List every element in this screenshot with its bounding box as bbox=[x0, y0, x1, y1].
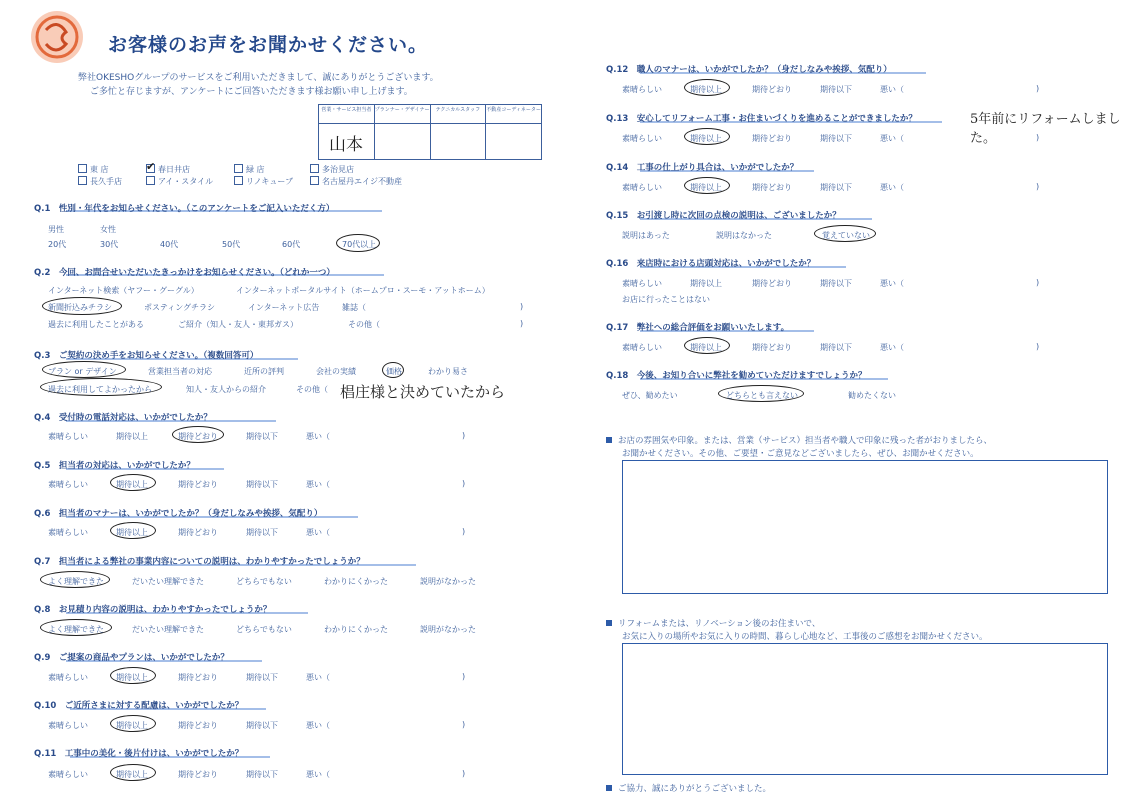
q6-title: Q.6 担当者のマナーは、いかがでしたか？（身だしなみや挨拶、気配り） bbox=[34, 509, 323, 519]
q3-title: Q.3 ご契約の決め手をお知らせください。（複数回答可） bbox=[34, 351, 259, 361]
store-nagakute[interactable]: 長久手店 bbox=[78, 176, 122, 187]
q3-opt-reputation[interactable]: 近所の評判 bbox=[244, 367, 284, 376]
q1-male[interactable]: 男性 bbox=[48, 225, 64, 234]
q6-opt-excellent[interactable]: 素晴らしい bbox=[48, 528, 88, 537]
q14-opt-above[interactable]: 期待以上 bbox=[690, 183, 722, 192]
free1-label-line-1: お店の雰囲気や印象。または、営業（サービス）担当者や職人で印象に残った者がおりましたら、 bbox=[606, 434, 992, 446]
q1-age-30[interactable]: 30代 bbox=[100, 240, 119, 249]
q10-title: Q.10 ご近所さまに対する配慮は、いかがでしたか？ bbox=[34, 701, 244, 711]
q8-opt-unclear[interactable]: わかりにくかった bbox=[324, 625, 388, 634]
q15-opt-not-explained[interactable]: 説明はなかった bbox=[716, 231, 772, 240]
q3-opt-plan[interactable]: プラン or デザイン bbox=[48, 367, 117, 376]
q16-opt-expected[interactable]: 期待どおり bbox=[752, 279, 792, 288]
q16-opt-below[interactable]: 期待以下 bbox=[820, 279, 852, 288]
q18-title: Q.18 今後、お知り合いに弊社を勧めていただけますでしょうか？ bbox=[606, 371, 867, 381]
staff-col-technical: テクニカルスタッフ bbox=[431, 105, 487, 123]
q2-opt-referral[interactable]: ご紹介（知人・友人・東邦ガス） bbox=[178, 320, 298, 329]
logo bbox=[28, 8, 86, 66]
square-bullet-icon bbox=[606, 785, 612, 791]
staff-name-handwritten: 山本 bbox=[329, 135, 363, 155]
q1-age-20[interactable]: 20代 bbox=[48, 240, 67, 249]
q9-opt-bad[interactable]: 悪い（ bbox=[306, 673, 330, 682]
q8-opt-none[interactable]: 説明がなかった bbox=[420, 625, 476, 634]
q4-title: Q.4 受付時の電話対応は、いかがでしたか？ bbox=[34, 413, 212, 423]
square-bullet-icon bbox=[606, 620, 612, 626]
q15-title: Q.15 お引渡し時に次回の点検の説明は、ございましたか？ bbox=[606, 211, 841, 221]
q16-opt-above[interactable]: 期待以上 bbox=[690, 279, 722, 288]
q1-title: Q.1 性別・年代をお知らせください。（このアンケートをご記入いただく方） bbox=[34, 204, 335, 214]
q17-opt-below[interactable]: 期待以下 bbox=[820, 343, 852, 352]
q4-opt-below[interactable]: 期待以下 bbox=[246, 432, 278, 441]
store-istyle[interactable]: アイ・スタイル bbox=[146, 176, 213, 187]
q15-opt-explained[interactable]: 説明はあった bbox=[622, 231, 670, 240]
q1-age-40[interactable]: 40代 bbox=[160, 240, 179, 249]
q16-opt-bad[interactable]: 悪い（ bbox=[880, 279, 904, 288]
check-icon: ✔ bbox=[146, 160, 156, 173]
q12-title: Q.12 職人のマナーは、いかがでしたか？（身だしなみや挨拶、気配り） bbox=[606, 65, 892, 75]
store-east[interactable]: 東 店 bbox=[78, 164, 109, 175]
q5-opt-excellent[interactable]: 素晴らしい bbox=[48, 480, 88, 489]
q12-opt-above[interactable]: 期待以上 bbox=[690, 85, 722, 94]
free2-label-line-1: リフォームまたは、リノベーション後のお住まいで、 bbox=[606, 617, 820, 629]
q7-title: Q.7 担当者による弊社の事業内容についての説明は、わかりやすかったでしょうか？ bbox=[34, 557, 365, 567]
q18-opt-neutral[interactable]: どちらとも言えない bbox=[726, 391, 798, 400]
q2-title: Q.2 今回、お問合せいただいたきっかけをお知らせください。（どれか一つ） bbox=[34, 268, 335, 278]
q13-title: Q.13 安心してリフォーム工事・お住まいづくりを進めることができましたか？ bbox=[606, 114, 917, 124]
q4-opt-expected[interactable]: 期待どおり bbox=[178, 432, 218, 441]
q5-opt-bad[interactable]: 悪い（ bbox=[306, 480, 330, 489]
store-midori[interactable]: 緑 店 bbox=[234, 164, 265, 175]
q3-opt-past-good[interactable]: 過去に利用してよかったから bbox=[48, 385, 152, 394]
store-tajimi[interactable]: 多治見店 bbox=[310, 164, 354, 175]
q4-opt-excellent[interactable]: 素晴らしい bbox=[48, 432, 88, 441]
q17-title: Q.17 弊社への総合評価をお願いいたします。 bbox=[606, 323, 790, 333]
q16-title: Q.16 来店時における店頭対応は、いかがでしたか？ bbox=[606, 259, 816, 269]
q10-opt-excellent[interactable]: 素晴らしい bbox=[48, 721, 88, 730]
q3-opt-sales[interactable]: 営業担当者の対応 bbox=[148, 367, 212, 376]
q10-opt-expected[interactable]: 期待どおり bbox=[178, 721, 218, 730]
q6-opt-bad[interactable]: 悪い（ bbox=[306, 528, 330, 537]
q3-handwritten-answer: 椙庄様と決めていたから bbox=[340, 383, 506, 401]
q14-opt-below[interactable]: 期待以下 bbox=[820, 183, 852, 192]
q16-opt-excellent[interactable]: 素晴らしい bbox=[622, 279, 662, 288]
q8-title: Q.8 お見積り内容の説明は、わかりやすかったでしょうか？ bbox=[34, 605, 272, 615]
free2-label-line-2: お気に入りの場所やお気に入りの時間、暮らし心地など、工事後のご感想をお聞かせください。 bbox=[622, 632, 988, 642]
q7-opt-neither[interactable]: どちらでもない bbox=[236, 577, 292, 586]
q16-opt-never-visited[interactable]: お店に行ったことはない bbox=[622, 295, 710, 304]
q7-opt-none[interactable]: 説明がなかった bbox=[420, 577, 476, 586]
q6-opt-expected[interactable]: 期待どおり bbox=[178, 528, 218, 537]
q11-title: Q.11 工事中の美化・後片付けは、いかがでしたか？ bbox=[34, 749, 244, 759]
q12-opt-expected[interactable]: 期待どおり bbox=[752, 85, 792, 94]
q3-opt-clarity[interactable]: わかり易さ bbox=[428, 367, 468, 376]
q10-opt-bad[interactable]: 悪い（ bbox=[306, 721, 330, 730]
intro-line-1: 弊社OKESHOグループのサービスをご利用いただきまして、誠にありがとうございます。 bbox=[78, 73, 439, 83]
q17-opt-above[interactable]: 期待以上 bbox=[690, 343, 722, 352]
q9-opt-below[interactable]: 期待以下 bbox=[246, 673, 278, 682]
q7-opt-understood[interactable]: よく理解できた bbox=[48, 577, 104, 586]
q13-opt-expected[interactable]: 期待どおり bbox=[752, 134, 792, 143]
q2-opt-past[interactable]: 過去に利用したことがある bbox=[48, 320, 144, 329]
q2-opt-other[interactable]: その他（ bbox=[348, 320, 380, 329]
q13-opt-below[interactable]: 期待以下 bbox=[820, 134, 852, 143]
q11-opt-above[interactable]: 期待以上 bbox=[116, 770, 148, 779]
q6-opt-above[interactable]: 期待以上 bbox=[116, 528, 148, 537]
q9-opt-expected[interactable]: 期待どおり bbox=[178, 673, 218, 682]
q1-age-60[interactable]: 60代 bbox=[282, 240, 301, 249]
q2-opt-magazine[interactable]: 雑誌（ bbox=[342, 303, 366, 312]
q2-opt-posting[interactable]: ポスティングチラシ bbox=[144, 303, 216, 312]
footer-thanks: ご協力、誠にありがとうございました。 bbox=[606, 782, 771, 794]
q1-female[interactable]: 女性 bbox=[100, 225, 116, 234]
q18-opt-recommend[interactable]: ぜひ、勧めたい bbox=[622, 391, 678, 400]
staff-col-sales: 営業・サービス担当者 bbox=[319, 105, 375, 123]
page-title: お客様のお声をお聞かせください。 bbox=[108, 34, 429, 56]
q2-opt-search[interactable]: インターネット検索（ヤフー・グーグル） bbox=[48, 286, 199, 295]
q7-opt-mostly[interactable]: だいたい理解できた bbox=[132, 577, 204, 586]
q13-handwritten-note: 5年前にリフォームしました。 bbox=[970, 112, 1121, 146]
q1-age-50[interactable]: 50代 bbox=[222, 240, 241, 249]
q3-opt-price[interactable]: 価格 bbox=[386, 367, 402, 376]
q11-opt-expected[interactable]: 期待どおり bbox=[178, 770, 218, 779]
store-renocube[interactable]: リノキューブ bbox=[234, 176, 293, 187]
q13-opt-above[interactable]: 期待以上 bbox=[690, 134, 722, 143]
q10-opt-below[interactable]: 期待以下 bbox=[246, 721, 278, 730]
q9-opt-excellent[interactable]: 素晴らしい bbox=[48, 673, 88, 682]
q3-opt-record[interactable]: 会社の実績 bbox=[316, 367, 356, 376]
free1-label-line-2: お聞かせください。その他、ご要望・ご意見などございましたら、ぜひ、お聞かせください。 bbox=[622, 449, 979, 459]
q13-opt-excellent[interactable]: 素晴らしい bbox=[622, 134, 662, 143]
q11-opt-bad[interactable]: 悪い（ bbox=[306, 770, 330, 779]
q11-opt-below[interactable]: 期待以下 bbox=[246, 770, 278, 779]
q5-opt-below[interactable]: 期待以下 bbox=[246, 480, 278, 489]
q8-opt-mostly[interactable]: だいたい理解できた bbox=[132, 625, 204, 634]
free2-textarea[interactable] bbox=[622, 643, 1108, 775]
q12-opt-below[interactable]: 期待以下 bbox=[820, 85, 852, 94]
q1-age-70[interactable]: 70代以上 bbox=[342, 240, 377, 249]
q17-opt-expected[interactable]: 期待どおり bbox=[752, 343, 792, 352]
q3-opt-referral[interactable]: 知人・友人からの紹介 bbox=[186, 385, 266, 394]
staff-col-realestate: 不動産コーディネーター bbox=[486, 107, 541, 113]
q9-opt-above[interactable]: 期待以上 bbox=[116, 673, 148, 682]
q14-opt-bad[interactable]: 悪い（ bbox=[880, 183, 904, 192]
staff-table bbox=[318, 104, 542, 160]
staff-col-planner: プランナー・デザイナー bbox=[375, 105, 431, 123]
q6-opt-below[interactable]: 期待以下 bbox=[246, 528, 278, 537]
q12-opt-excellent[interactable]: 素晴らしい bbox=[622, 85, 662, 94]
q5-opt-above[interactable]: 期待以上 bbox=[116, 480, 148, 489]
q14-title: Q.14 工事の仕上がり具合は、いかがでしたか？ bbox=[606, 163, 799, 173]
q2-opt-newspaper[interactable]: 新聞折込みチラシ bbox=[48, 303, 112, 312]
q8-opt-neither[interactable]: どちらでもない bbox=[236, 625, 292, 634]
q4-opt-bad[interactable]: 悪い（ bbox=[306, 432, 330, 441]
q18-opt-not-recommend[interactable]: 勧めたくない bbox=[848, 391, 896, 400]
q5-title: Q.5 担当者の対応は、いかがでしたか？ bbox=[34, 461, 195, 471]
q5-opt-expected[interactable]: 期待どおり bbox=[178, 480, 218, 489]
q17-opt-excellent[interactable]: 素晴らしい bbox=[622, 343, 662, 352]
q14-opt-expected[interactable]: 期待どおり bbox=[752, 183, 792, 192]
q9-title: Q.9 ご提案の商品やプランは、いかがでしたか？ bbox=[34, 653, 229, 663]
store-realestate[interactable]: 名古屋丹エイジ不動産 bbox=[310, 176, 402, 187]
q12-opt-bad[interactable]: 悪い（ bbox=[880, 85, 904, 94]
q11-opt-excellent[interactable]: 素晴らしい bbox=[48, 770, 88, 779]
q4-opt-above[interactable]: 期待以上 bbox=[116, 432, 148, 441]
q3-opt-other[interactable]: その他（ bbox=[296, 385, 328, 394]
q10-opt-above[interactable]: 期待以上 bbox=[116, 721, 148, 730]
q17-opt-bad[interactable]: 悪い（ bbox=[880, 343, 904, 352]
q14-opt-excellent[interactable]: 素晴らしい bbox=[622, 183, 662, 192]
q2-opt-webad[interactable]: インターネット広告 bbox=[248, 303, 320, 312]
intro-line-2: ご多忙と存じますが、アンケートにご回答いただきます様お願い申し上げます。 bbox=[90, 87, 413, 97]
q2-opt-portal[interactable]: インターネットポータルサイト（ホームプロ・スーモ・アットホーム） bbox=[236, 286, 490, 295]
q8-opt-understood[interactable]: よく理解できた bbox=[48, 625, 104, 634]
square-bullet-icon bbox=[606, 437, 612, 443]
q7-opt-unclear[interactable]: わかりにくかった bbox=[324, 577, 388, 586]
free1-textarea[interactable] bbox=[622, 460, 1108, 594]
q15-opt-dont-remember[interactable]: 覚えていない bbox=[822, 231, 870, 240]
store-kasugai[interactable]: ✔ 春日井店 bbox=[146, 160, 190, 174]
q13-opt-bad[interactable]: 悪い（ bbox=[880, 134, 904, 143]
